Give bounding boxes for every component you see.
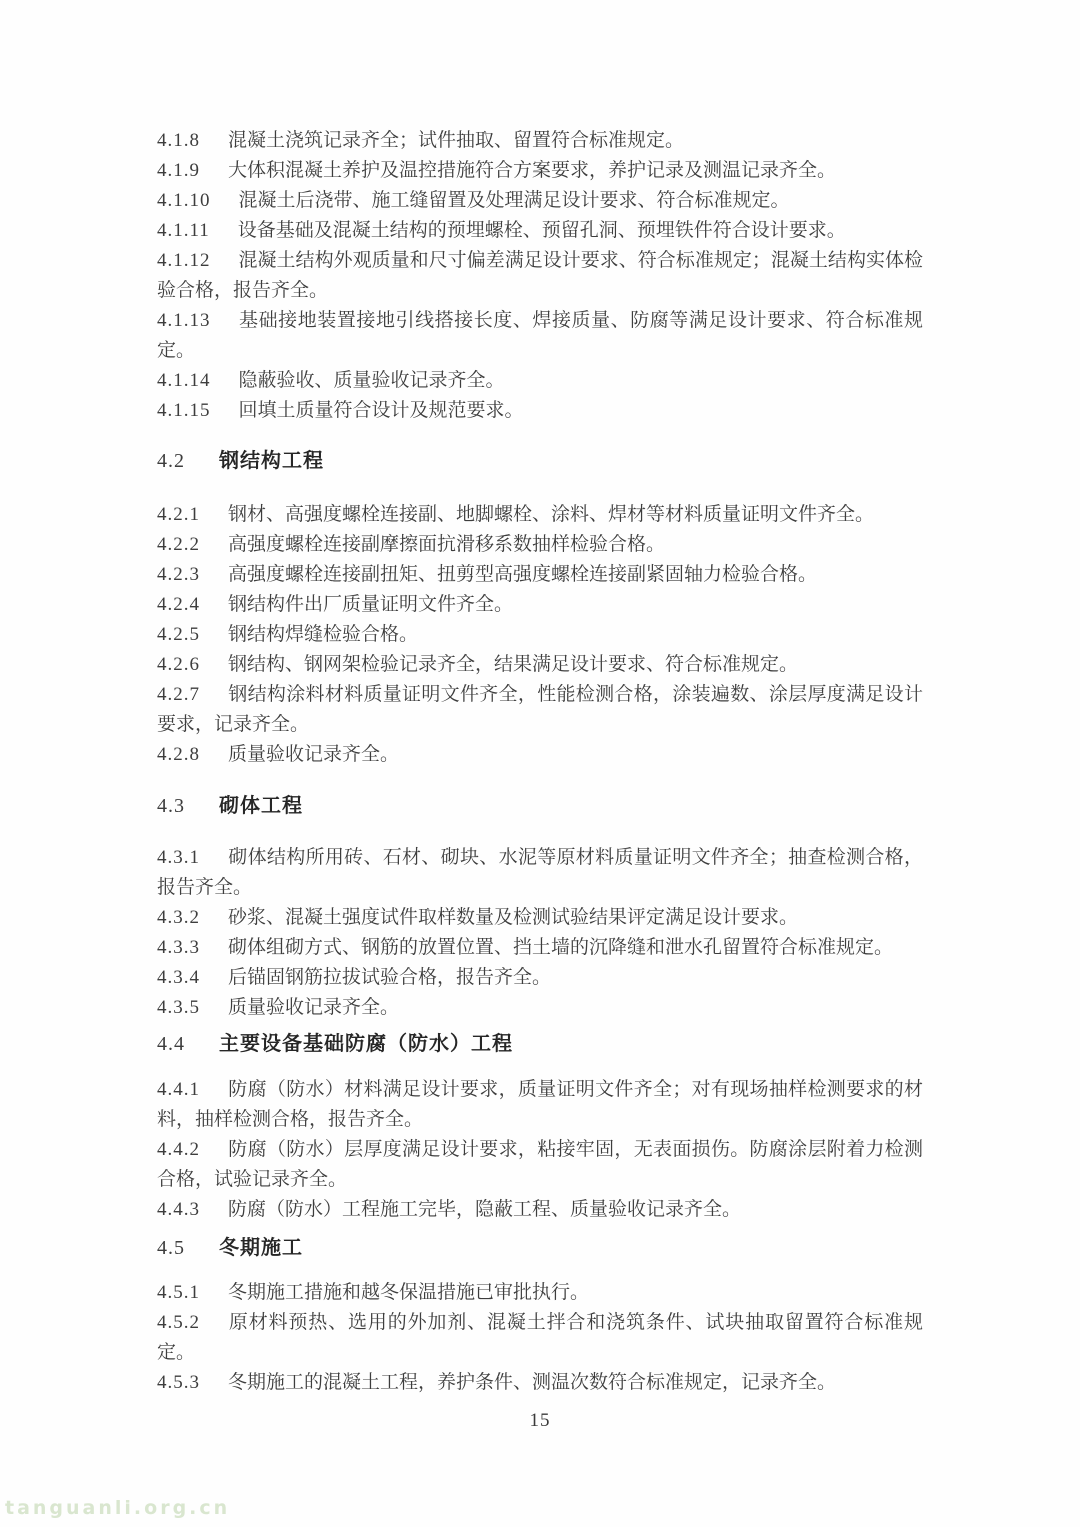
clause-number: 4.3.3 <box>157 937 200 958</box>
clause-number: 4.2.1 <box>157 504 200 525</box>
clause-item <box>157 500 923 530</box>
clause-item <box>157 216 923 246</box>
clause-number: 4.4.2 <box>157 1139 200 1160</box>
clause-text: 砌体结构所用砖、石材、砌块、水泥等原材料质量证明文件齐全；抽查检测合格，报告齐全。 <box>157 847 923 898</box>
clause-number: 4.2.3 <box>157 564 200 585</box>
clause-item <box>157 156 923 186</box>
clause-text: 防腐（防水）层厚度满足设计要求，粘接牢固，无表面损伤。防腐涂层附着力检测合格，试验记录齐全。 <box>157 1139 923 1190</box>
clause-text: 混凝土后浇带、施工缝留置及处理满足设计要求、符合标准规定。 <box>238 190 790 211</box>
clause-item <box>157 530 923 560</box>
clause-text: 防腐（防水）工程施工完毕，隐蔽工程、质量验收记录齐全。 <box>228 1199 742 1220</box>
clause-number: 4.2.8 <box>157 744 200 765</box>
clause-number: 4.1.8 <box>157 130 200 151</box>
section-number: 4.3 <box>157 795 185 817</box>
clause-text: 回填土质量符合设计及规范要求。 <box>238 400 524 421</box>
clause-number: 4.2.6 <box>157 654 200 675</box>
clause-text: 高强度螺栓连接副扭矩、扭剪型高强度螺栓连接副紧固轴力检验合格。 <box>228 564 818 585</box>
section-title: 钢结构工程 <box>219 450 324 472</box>
clause-number: 4.1.14 <box>157 370 211 391</box>
clause-number: 4.3.2 <box>157 907 200 928</box>
clause-item <box>157 740 923 770</box>
clause-number: 4.2.4 <box>157 594 200 615</box>
clause-text: 高强度螺栓连接副摩擦面抗滑移系数抽样检验合格。 <box>228 534 666 555</box>
clause-item <box>157 993 923 1023</box>
clause-text: 钢结构件出厂质量证明文件齐全。 <box>228 594 514 615</box>
clause-number: 4.4.1 <box>157 1079 200 1100</box>
clause-item <box>157 903 923 933</box>
watermark-text: tanguanli.org.cn <box>5 1497 231 1519</box>
clause-text: 原材料预热、选用的外加剂、混凝土拌合和浇筑条件、试块抽取留置符合标准规定。 <box>157 1312 923 1363</box>
section-heading <box>157 1233 923 1263</box>
clause-text: 混凝土浇筑记录齐全；试件抽取、留置符合标准规定。 <box>228 130 685 151</box>
page-number: 15 <box>529 1410 551 1431</box>
clause-text: 钢结构涂料材料质量证明文件齐全，性能检测合格，涂装遍数、涂层厚度满足设计要求，记录齐全。 <box>157 684 923 735</box>
section-heading <box>157 791 923 821</box>
clause-number: 4.4.3 <box>157 1199 200 1220</box>
clause-item <box>157 590 923 620</box>
clause-item <box>157 843 923 903</box>
clause-text: 防腐（防水）材料满足设计要求，质量证明文件齐全；对有现场抽样检测要求的材料，抽样检测合格，报告齐全。 <box>157 1079 923 1130</box>
clause-item <box>157 1308 923 1368</box>
clause-text: 大体积混凝土养护及温控措施符合方案要求，养护记录及测温记录齐全。 <box>228 160 837 181</box>
clause-text: 混凝土结构外观质量和尺寸偏差满足设计要求、符合标准规定；混凝土结构实体检验合格，报告齐全。 <box>157 250 923 301</box>
clause-number: 4.1.10 <box>157 190 211 211</box>
clause-item <box>157 1075 923 1135</box>
section-number: 4.4 <box>157 1033 185 1055</box>
section-heading <box>157 1029 923 1059</box>
clause-number: 4.1.13 <box>157 310 211 331</box>
clause-item <box>157 1278 923 1308</box>
clause-item <box>157 306 923 366</box>
section-title: 主要设备基础防腐（防水）工程 <box>219 1033 513 1055</box>
clause-text: 砌体组砌方式、钢筋的放置位置、挡土墙的沉降缝和泄水孔留置符合标准规定。 <box>228 937 894 958</box>
clause-text: 砂浆、混凝土强度试件取样数量及检测试验结果评定满足设计要求。 <box>228 907 799 928</box>
clause-item <box>157 963 923 993</box>
clause-text: 钢结构、钢网架检验记录齐全，结果满足设计要求、符合标准规定。 <box>228 654 799 675</box>
clause-item <box>157 186 923 216</box>
clause-item <box>157 1368 923 1398</box>
clause-number: 4.1.12 <box>157 250 211 271</box>
clause-item <box>157 680 923 740</box>
clause-text: 质量验收记录齐全。 <box>228 997 400 1018</box>
document-body <box>157 126 923 1398</box>
section-heading <box>157 446 923 476</box>
clause-number: 4.2.5 <box>157 624 200 645</box>
clause-number: 4.3.4 <box>157 967 200 988</box>
clause-number: 4.2.2 <box>157 534 200 555</box>
section-number: 4.5 <box>157 1237 185 1259</box>
clause-text: 隐蔽验收、质量验收记录齐全。 <box>238 370 505 391</box>
clause-item <box>157 1135 923 1195</box>
clause-number: 4.3.1 <box>157 847 200 868</box>
clause-item <box>157 1195 923 1225</box>
clause-item <box>157 366 923 396</box>
section-number: 4.2 <box>157 450 185 472</box>
clause-item <box>157 246 923 306</box>
clause-text: 质量验收记录齐全。 <box>228 744 400 765</box>
clause-number: 4.5.2 <box>157 1312 200 1333</box>
clause-item <box>157 396 923 426</box>
clause-item <box>157 933 923 963</box>
clause-number: 4.5.3 <box>157 1372 200 1393</box>
clause-text: 钢材、高强度螺栓连接副、地脚螺栓、涂料、焊材等材料质量证明文件齐全。 <box>228 504 875 525</box>
clause-number: 4.2.7 <box>157 684 200 705</box>
clause-number: 4.1.15 <box>157 400 211 421</box>
clause-item <box>157 620 923 650</box>
clause-text: 冬期施工的混凝土工程，养护条件、测温次数符合标准规定，记录齐全。 <box>228 1372 837 1393</box>
section-title: 砌体工程 <box>219 795 303 817</box>
clause-item <box>157 560 923 590</box>
clause-number: 4.1.9 <box>157 160 200 181</box>
clause-item <box>157 126 923 156</box>
clause-text: 钢结构焊缝检验合格。 <box>228 624 419 645</box>
clause-number: 4.3.5 <box>157 997 200 1018</box>
clause-text: 基础接地装置接地引线搭接长度、焊接质量、防腐等满足设计要求、符合标准规定。 <box>157 310 923 361</box>
clause-item <box>157 650 923 680</box>
clause-number: 4.5.1 <box>157 1282 200 1303</box>
clause-number: 4.1.11 <box>157 220 210 241</box>
section-title: 冬期施工 <box>219 1237 303 1259</box>
clause-text: 冬期施工措施和越冬保温措施已审批执行。 <box>228 1282 590 1303</box>
clause-text: 设备基础及混凝土结构的预埋螺栓、预留孔洞、预埋铁件符合设计要求。 <box>237 220 846 241</box>
clause-text: 后锚固钢筋拉拔试验合格，报告齐全。 <box>228 967 552 988</box>
